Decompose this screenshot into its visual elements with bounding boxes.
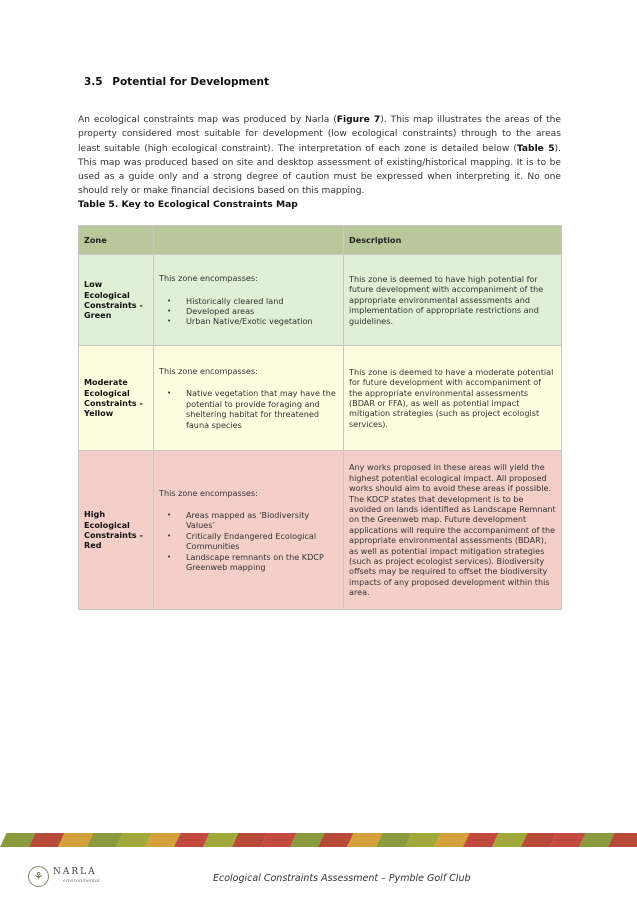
- zone-description: This zone is deemed to have a moderate potential for future development with accompaniment of the appropriate environmental assessments (BDAR or FFA), as well as potential impact mitigation strategies (such as project ecologist services).: [344, 346, 562, 451]
- paragraph-text: An ecological constraints map was produced by Narla (: [78, 115, 337, 126]
- list-item: • Areas mapped as ‘Biodiversity Values’: [186, 510, 338, 531]
- stripe-segment: [608, 833, 637, 847]
- encompasses-cell: [154, 346, 344, 451]
- paragraph-text: ). This map illustrates the areas of the property considered most suitable for development (low ecological constraints) through to the areas least suitable (high ecological constraint). The interpretation of each zone is detailed below (: [78, 115, 561, 154]
- list-item: • Native vegetation that may have the potential to provide foraging and sheltering habitat for threatened fauna species: [186, 388, 338, 430]
- section-heading: [84, 76, 269, 88]
- zone-description: This zone is deemed to have high potential for future development with accompaniment of the appropriate environmental assessments and implementation of appropriate restrictions and guidelines.: [344, 255, 562, 346]
- section-number: 3.5: [84, 76, 103, 88]
- encompasses-list: [159, 296, 338, 327]
- encompasses-intro: This zone encompasses:: [159, 365, 258, 376]
- logo-subtitle: environmental: [63, 877, 100, 884]
- zone-label: High Ecological Constraints - Red: [79, 451, 154, 610]
- encompasses-cell: [154, 451, 344, 610]
- table-caption: Table 5. Key to Ecological Constraints Map: [78, 199, 298, 210]
- figure-reference: Figure 7: [336, 115, 381, 126]
- table-header-row: [79, 226, 562, 255]
- constraints-key-table: [78, 225, 562, 610]
- table-row-low: [79, 255, 562, 346]
- footer-color-stripe: [0, 833, 637, 847]
- encompasses-intro: This zone encompasses:: [159, 487, 258, 498]
- list-item: • Landscape remnants on the KDCP Greenweb mapping: [186, 552, 338, 573]
- header-description: Description: [344, 226, 562, 255]
- zone-label: Low Ecological Constraints - Green: [79, 255, 154, 346]
- header-encompasses: [154, 226, 344, 255]
- narla-logo: [28, 866, 100, 887]
- list-item: • Critically Endangered Ecological Communities: [186, 531, 338, 552]
- header-zone: Zone: [79, 226, 154, 255]
- encompasses-list: [159, 510, 338, 572]
- encompasses-intro: This zone encompasses:: [159, 273, 258, 284]
- list-item: • Urban Native/Exotic vegetation: [186, 316, 338, 326]
- logo-name: NARLA: [53, 866, 97, 877]
- footer-document-title: Ecological Constraints Assessment – Pymble Golf Club: [213, 873, 471, 884]
- section-title: Potential for Development: [112, 76, 270, 88]
- intro-paragraph: [78, 113, 561, 198]
- paragraph-text: ). This map was produced based on site and desktop assessment of existing/historical mapping. It is to be used as a guide only and a strong degree of caution must be expressed when interpreting it. No one should rely or make financial decisions based on this mapping.: [78, 143, 561, 197]
- table-row-moderate: [79, 346, 562, 451]
- zone-description: Any works proposed in these areas will yield the highest potential ecological impact. All proposed works should aim to avoid these areas if possible. The KDCP states that development is to be avoided on lands identified as Landscape Remnant on the Greenweb map. Future development applications will require the accompaniment of the appropriate environmental assessments (BDAR), as well as potential impact mitigation strategies (such as project ecologist services). Biodiversity offsets may be required to offset the biodiversity impacts of any proposed development within this area.: [344, 451, 562, 610]
- zone-label: Moderate Ecological Constraints - Yellow: [79, 346, 154, 451]
- table-reference: Table 5: [516, 143, 555, 154]
- encompasses-list: [159, 388, 338, 430]
- table-row-high: [79, 451, 562, 610]
- list-item: • Historically cleared land: [186, 296, 338, 306]
- list-item: • Developed areas: [186, 306, 338, 316]
- tree-icon: ⚘: [28, 866, 49, 887]
- encompasses-cell: [154, 255, 344, 346]
